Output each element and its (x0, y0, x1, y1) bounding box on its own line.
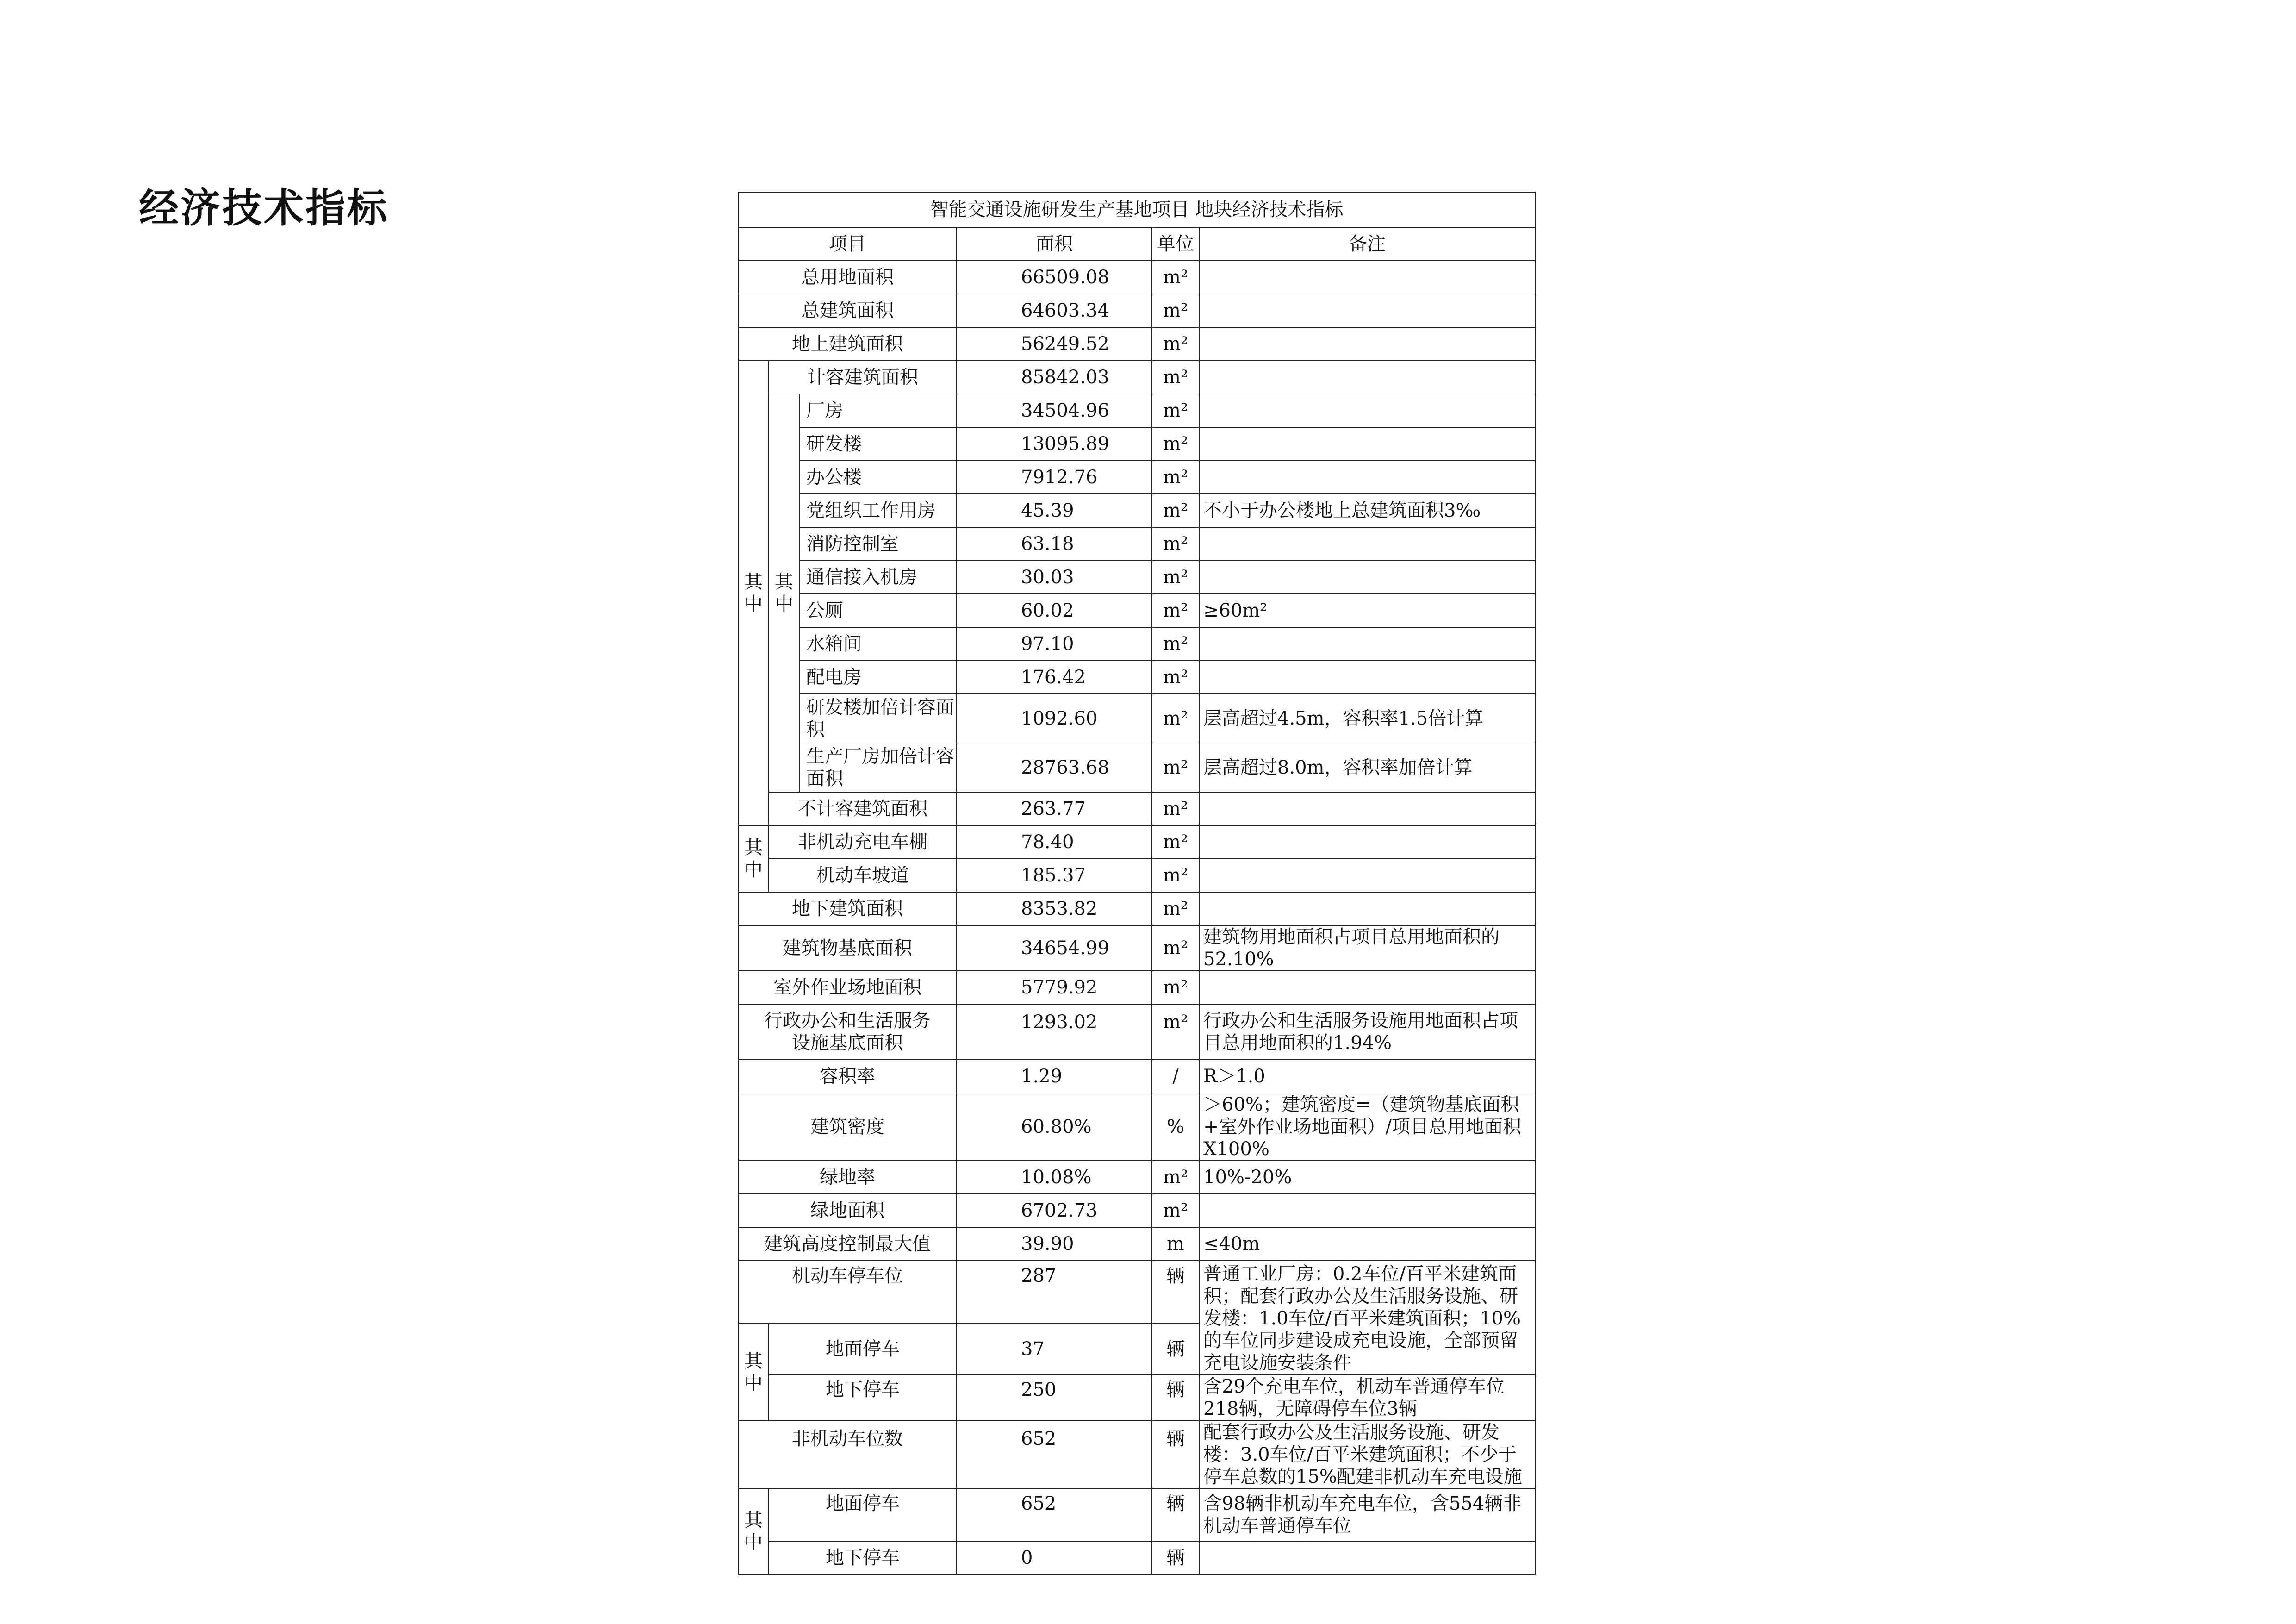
row-unit: 辆 (1152, 1374, 1199, 1421)
row-name: 建筑物基底面积 (738, 925, 957, 971)
row-unit: m² (1152, 294, 1199, 327)
row-name: 地面停车 (769, 1488, 957, 1541)
row-name: 地下建筑面积 (738, 892, 957, 925)
table-header-row (738, 227, 1535, 261)
row-remark: ≥60m² (1199, 594, 1535, 627)
row-unit: m² (1152, 561, 1199, 594)
row-value: 250 (957, 1374, 1152, 1421)
row-value: 0 (957, 1541, 1152, 1574)
economic-indicators-table (738, 192, 1536, 1575)
row-remark (1199, 261, 1535, 294)
row-remark: 普通工业厂房：0.2车位/百平米建筑面积；配套行政办公及生活服务设施、研发楼：1.0车位/百平米建筑面积；10%的车位同步建设成充电设施，全部预留充电设施安装条件 (1199, 1261, 1535, 1374)
row-value: 60.80% (957, 1093, 1152, 1161)
row-name: 地下停车 (769, 1541, 957, 1574)
table-row (738, 1374, 1535, 1421)
row-value: 1092.60 (957, 694, 1152, 743)
row-value: 6702.73 (957, 1194, 1152, 1227)
row-value: 97.10 (957, 627, 1152, 661)
row-name: 通信接入机房 (799, 561, 957, 594)
row-unit: m² (1152, 327, 1199, 361)
header-unit: 单位 (1152, 227, 1199, 261)
row-remark: 建筑物用地面积占项目总用地面积的52.10% (1199, 925, 1535, 971)
row-name: 建筑密度 (738, 1093, 957, 1161)
row-unit: m² (1152, 859, 1199, 892)
row-remark (1199, 327, 1535, 361)
table-row (738, 892, 1535, 925)
row-name: 绿地率 (738, 1161, 957, 1194)
row-value: 30.03 (957, 561, 1152, 594)
row-unit: m² (1152, 792, 1199, 825)
row-unit: % (1152, 1093, 1199, 1161)
table-title-row (738, 192, 1535, 227)
row-name: 计容建筑面积 (769, 361, 957, 394)
table-row (738, 1161, 1535, 1194)
row-name: 水箱间 (799, 627, 957, 661)
row-name: 研发楼 (799, 427, 957, 461)
row-remark (1199, 461, 1535, 494)
table-row (738, 594, 1535, 627)
row-value: 34654.99 (957, 925, 1152, 971)
row-remark: 不小于办公楼地上总建筑面积3‰ (1199, 494, 1535, 527)
row-name: 办公楼 (799, 461, 957, 494)
row-name: 厂房 (799, 394, 957, 427)
qizhong-label: 其中 (738, 361, 769, 825)
table-row (738, 1261, 1535, 1324)
row-remark (1199, 859, 1535, 892)
row-value: 39.90 (957, 1227, 1152, 1261)
table-row (738, 661, 1535, 694)
row-name: 非机动车位数 (738, 1421, 957, 1488)
row-remark (1199, 294, 1535, 327)
row-unit: m² (1152, 661, 1199, 694)
row-name: 总建筑面积 (738, 294, 957, 327)
row-name: 机动车坡道 (769, 859, 957, 892)
row-unit: m² (1152, 594, 1199, 627)
row-unit: m² (1152, 1004, 1199, 1060)
row-name: 不计容建筑面积 (769, 792, 957, 825)
row-name: 容积率 (738, 1060, 957, 1093)
row-unit: m² (1152, 361, 1199, 394)
row-remark: 层高超过8.0m，容积率加倍计算 (1199, 743, 1535, 792)
row-value: 66509.08 (957, 261, 1152, 294)
row-remark (1199, 394, 1535, 427)
table-row (738, 694, 1535, 743)
row-remark: 10%-20% (1199, 1161, 1535, 1194)
row-remark (1199, 971, 1535, 1004)
row-remark: 层高超过4.5m，容积率1.5倍计算 (1199, 694, 1535, 743)
qizhong-label: 其中 (738, 825, 769, 892)
row-unit: m² (1152, 1161, 1199, 1194)
row-remark (1199, 627, 1535, 661)
row-name: 公厕 (799, 594, 957, 627)
table-row (738, 743, 1535, 792)
row-remark: 含98辆非机动车充电车位，含554辆非机动车普通停车位 (1199, 1488, 1535, 1541)
row-value: 1.29 (957, 1060, 1152, 1093)
row-name: 建筑高度控制最大值 (738, 1227, 957, 1261)
row-value: 652 (957, 1421, 1152, 1488)
table-row (738, 971, 1535, 1004)
row-name: 配电房 (799, 661, 957, 694)
row-unit: m² (1152, 971, 1199, 1004)
row-name: 总用地面积 (738, 261, 957, 294)
row-name: 室外作业场地面积 (738, 971, 957, 1004)
row-name: 研发楼加倍计容面积 (799, 694, 957, 743)
header-area: 面积 (957, 227, 1152, 261)
row-name: 绿地面积 (738, 1194, 957, 1227)
row-unit: m² (1152, 1194, 1199, 1227)
row-value: 652 (957, 1488, 1152, 1541)
row-remark: ≤40m (1199, 1227, 1535, 1261)
row-value: 5779.92 (957, 971, 1152, 1004)
row-value: 85842.03 (957, 361, 1152, 394)
table-row (738, 1421, 1535, 1488)
row-remark: 行政办公和生活服务设施用地面积占项目总用地面积的1.94% (1199, 1004, 1535, 1060)
row-value: 10.08% (957, 1161, 1152, 1194)
row-value: 45.39 (957, 494, 1152, 527)
table-row (738, 527, 1535, 561)
qizhong-label: 其中 (738, 1488, 769, 1574)
header-item: 项目 (738, 227, 957, 261)
table-title: 智能交通设施研发生产基地项目 地块经济技术指标 (738, 192, 1535, 227)
row-value: 176.42 (957, 661, 1152, 694)
row-unit: / (1152, 1060, 1199, 1093)
qizhong-label: 其中 (738, 1324, 769, 1421)
table-row (738, 1093, 1535, 1161)
row-remark (1199, 561, 1535, 594)
table-row (738, 361, 1535, 394)
table-row (738, 1194, 1535, 1227)
row-remark: R＞1.0 (1199, 1060, 1535, 1093)
row-value: 28763.68 (957, 743, 1152, 792)
row-name: 生产厂房加倍计容面积 (799, 743, 957, 792)
row-name: 机动车停车位 (738, 1261, 957, 1324)
table-row (738, 261, 1535, 294)
table-row (738, 394, 1535, 427)
row-name: 地下停车 (769, 1374, 957, 1421)
row-unit: m² (1152, 461, 1199, 494)
table-row (738, 461, 1535, 494)
row-remark: ＞60%；建筑密度=（建筑物基底面积+室外作业场地面积）/项目总用地面积X100% (1199, 1093, 1535, 1161)
row-unit: m² (1152, 261, 1199, 294)
table-row (738, 561, 1535, 594)
row-remark (1199, 1541, 1535, 1574)
row-value: 34504.96 (957, 394, 1152, 427)
table-row (738, 327, 1535, 361)
qizhong-label: 其中 (769, 394, 799, 792)
row-name: 地上建筑面积 (738, 327, 957, 361)
row-remark (1199, 661, 1535, 694)
row-remark (1199, 361, 1535, 394)
row-value: 263.77 (957, 792, 1152, 825)
row-value: 56249.52 (957, 327, 1152, 361)
row-remark (1199, 1194, 1535, 1227)
row-value: 37 (957, 1324, 1152, 1374)
row-remark: 配套行政办公及生活服务设施、研发楼：3.0车位/百平米建筑面积；不少于停车总数的15%配建非机动车充电设施 (1199, 1421, 1535, 1488)
row-value: 7912.76 (957, 461, 1152, 494)
table-row (738, 1488, 1535, 1541)
table-row (738, 825, 1535, 859)
table-row (738, 1227, 1535, 1261)
row-unit: m² (1152, 925, 1199, 971)
table-row (738, 294, 1535, 327)
table-row (738, 1004, 1535, 1060)
row-unit: m² (1152, 427, 1199, 461)
row-remark (1199, 825, 1535, 859)
row-unit: m² (1152, 825, 1199, 859)
row-value: 78.40 (957, 825, 1152, 859)
row-unit: 辆 (1152, 1488, 1199, 1541)
row-remark: 含29个充电车位，机动车普通停车位218辆，无障碍停车位3辆 (1199, 1374, 1535, 1421)
row-remark (1199, 427, 1535, 461)
row-value: 185.37 (957, 859, 1152, 892)
table-row (738, 627, 1535, 661)
row-name: 行政办公和生活服务设施基底面积 (738, 1004, 957, 1060)
row-unit: 辆 (1152, 1324, 1199, 1374)
row-unit: m² (1152, 394, 1199, 427)
row-value: 8353.82 (957, 892, 1152, 925)
row-value: 13095.89 (957, 427, 1152, 461)
row-value: 60.02 (957, 594, 1152, 627)
row-remark (1199, 527, 1535, 561)
row-unit: 辆 (1152, 1541, 1199, 1574)
row-value: 64603.34 (957, 294, 1152, 327)
row-name: 消防控制室 (799, 527, 957, 561)
table-row (738, 792, 1535, 825)
row-value: 287 (957, 1261, 1152, 1324)
table-row (738, 925, 1535, 971)
row-unit: m² (1152, 743, 1199, 792)
table-row (738, 427, 1535, 461)
row-remark (1199, 792, 1535, 825)
table-row (738, 1060, 1535, 1093)
row-value: 1293.02 (957, 1004, 1152, 1060)
row-unit: 辆 (1152, 1421, 1199, 1488)
page-title: 经济技术指标 (139, 185, 389, 231)
row-name: 地面停车 (769, 1324, 957, 1374)
row-unit: m² (1152, 892, 1199, 925)
row-unit: m² (1152, 527, 1199, 561)
table-row (738, 1541, 1535, 1574)
table-row (738, 494, 1535, 527)
header-remark: 备注 (1199, 227, 1535, 261)
row-name: 党组织工作用房 (799, 494, 957, 527)
row-unit: m² (1152, 627, 1199, 661)
row-unit: m² (1152, 494, 1199, 527)
row-value: 63.18 (957, 527, 1152, 561)
row-remark (1199, 892, 1535, 925)
row-unit: 辆 (1152, 1261, 1199, 1324)
table-row (738, 859, 1535, 892)
row-unit: m² (1152, 694, 1199, 743)
row-unit: m (1152, 1227, 1199, 1261)
row-name: 非机动充电车棚 (769, 825, 957, 859)
